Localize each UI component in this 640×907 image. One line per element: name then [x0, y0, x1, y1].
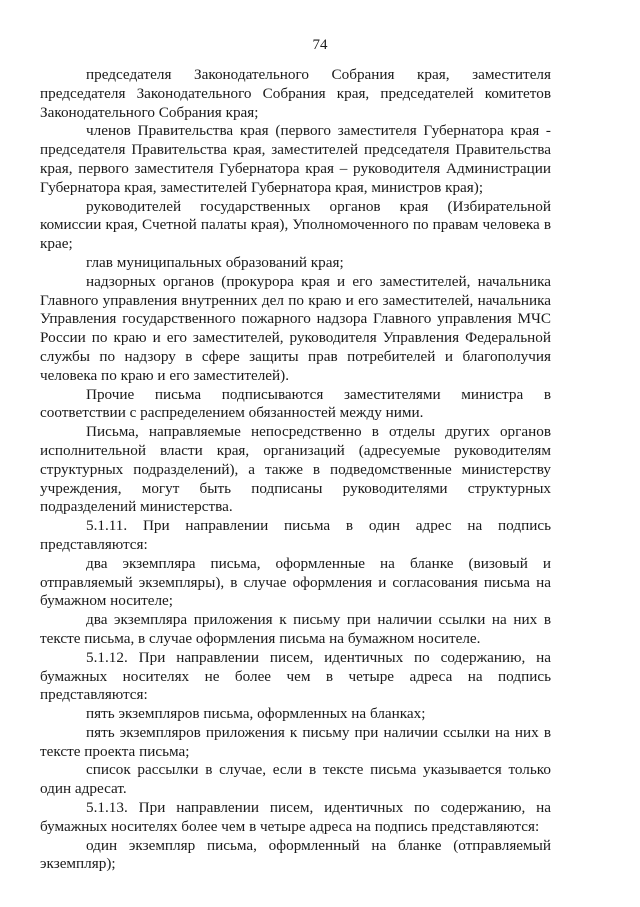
paragraph: два экземпляра письма, оформленные на бланке (визовый и отправляемый экземпляры), в случае оформления и согласования письма на бумажном носителе; [40, 554, 551, 610]
paragraph: председателя Законодательного Собрания края, заместителя председателя Законодательного Собрания края, председателей комитетов Законодательного Собрания края; [40, 66, 551, 121]
document-body [40, 66, 551, 874]
paragraph: два экземпляра приложения к письму при наличии ссылки на них в тексте письма, в случае оформления письма на бумажном носителе. [40, 611, 551, 647]
paragraph: членов Правительства края (первого заместителя Губернатора края - председателя Правительства края, заместителей председателя Правительства края, первого заместителя Губернатора края – руководителя Администрации Губернатора края, заместителей Губернатора края, министров края); [40, 122, 551, 196]
clause-5-1-11: 5.1.11. При направлении письма в один адрес на подпись представляются: [40, 517, 551, 553]
paragraph: надзорных органов (прокурора края и его заместителей, начальника Главного управления внутренних дел по краю и его заместителей, начальника Управления государственного пожарного надзора Главного управления МЧС России по краю и его заместителей, руководителя Управления Федеральной службы по надзору в сфере защиты прав потребителей и благополучия человека по краю и его заместителей). [40, 272, 551, 384]
paragraph: руководителей государственных органов края (Избирательной комиссии края, Счетной палаты края), Уполномоченного по правам человека в крае; [40, 197, 551, 253]
paragraph: один экземпляр письма, оформленный на бланке (отправляемый экземпляр); [40, 836, 551, 873]
paragraph: пять экземпляров приложения к письму при наличии ссылки на них в тексте проекта письма; [40, 723, 551, 760]
clause-5-1-12: 5.1.12. При направлении писем, идентичных по содержанию, на бумажных носителях не более чем в четыре адреса на подпись представляются: [40, 648, 551, 704]
clause-5-1-13: 5.1.13. При направлении писем, идентичных по содержанию, на бумажных носителях более чем в четыре адреса на подпись представляются: [40, 799, 551, 835]
paragraph: Письма, направляемые непосредственно в отделы других органов исполнительной власти края, организаций (адресуемые руководителям структурных подразделений), а также в подведомственные министерству учреждения, могут быть подписаны руководителями структурных подразделений министерства. [40, 423, 551, 516]
paragraph: глав муниципальных образований края; [86, 253, 344, 271]
paragraph: Прочие письма подписываются заместителями министра в соответствии с распределением обязанностей между ними. [40, 385, 551, 422]
paragraph: список рассылки в случае, если в тексте письма указывается только один адресат. [40, 761, 551, 798]
page-number: 74 [312, 37, 328, 53]
paragraph: пять экземпляров письма, оформленных на бланках; [86, 705, 426, 723]
